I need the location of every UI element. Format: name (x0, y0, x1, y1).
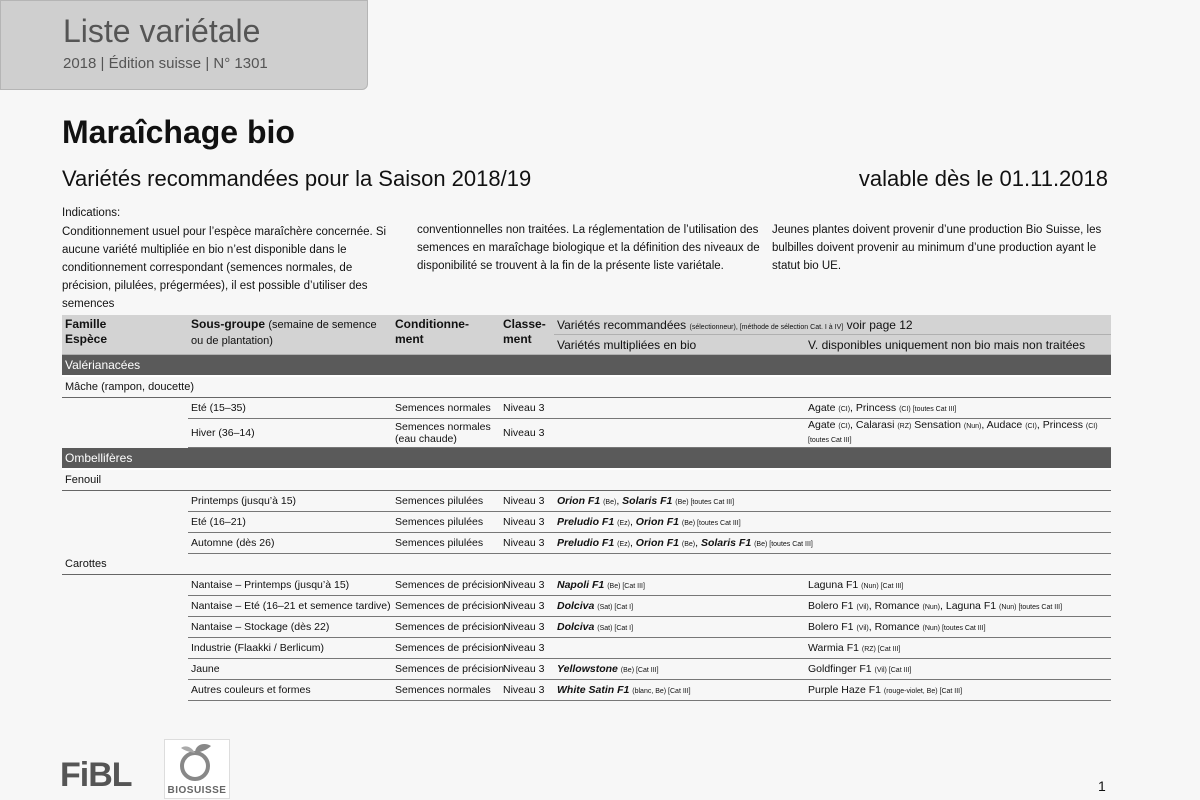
variety-name: Dolciva (557, 621, 595, 633)
variety (808, 642, 900, 654)
variety-name: Princess (855, 402, 897, 414)
variety-tag: (Ez) (617, 541, 630, 548)
variety-tag: (Nun) [Cat III] (861, 583, 904, 590)
indent-cell (62, 617, 188, 638)
variety-tag: (RZ) [Cat III] (861, 646, 901, 653)
page-title: Maraîchage bio (62, 114, 295, 150)
non-bio-varieties-cell (805, 617, 1111, 638)
variety-tag: (CI) (1025, 423, 1037, 430)
non-bio-varieties-cell (805, 680, 1111, 701)
classement-cell: Niveau 3 (500, 659, 554, 680)
conditionnement-cell: Semences de précision (392, 659, 500, 680)
varieties-table (62, 315, 1111, 701)
variety-tag: (RZ) (897, 423, 912, 430)
variety-sep: , (629, 516, 636, 528)
sous-groupe-cell: Printemps (jusqu’à 15) (188, 491, 392, 512)
variety-sep: , (850, 419, 856, 431)
conditionnement-cell: Semences de précision (392, 617, 500, 638)
variety-name: Solaris F1 (700, 537, 752, 549)
variety-name: Sensation (914, 419, 961, 431)
variety-name: Laguna F1 (808, 579, 859, 591)
table-row (62, 575, 1111, 596)
variety-name: Napoli F1 (557, 579, 605, 591)
variety-name: Dolciva (557, 600, 595, 612)
conditionnement-cell: Semences de précision (392, 596, 500, 617)
variety-tag: (Nun) (963, 423, 982, 430)
variety (856, 402, 956, 414)
header-conditionnement: Conditionne-ment (392, 315, 500, 355)
edition-header-box (0, 0, 368, 90)
biosuisse-logo (164, 739, 230, 799)
sous-groupe-cell: Autres couleurs et formes (188, 680, 392, 701)
variety-sep: , (868, 621, 875, 633)
conditionnement-cell: Semences normales (392, 398, 500, 419)
bio-varieties-cell (554, 659, 805, 680)
variety (808, 402, 856, 414)
table-header-row-1 (62, 315, 1111, 335)
variety-tag: (Vil) (856, 604, 869, 611)
variety (636, 516, 741, 528)
variety-sep: , (868, 600, 875, 612)
variety (946, 600, 1062, 612)
indent-cell (62, 512, 188, 533)
species-row (62, 376, 1111, 398)
classement-cell: Niveau 3 (500, 419, 554, 448)
variety (914, 419, 986, 431)
variety-tag: (CI) [toutes Cat III] (808, 423, 1098, 444)
variety-name: Warmia F1 (808, 642, 859, 654)
variety (856, 419, 914, 431)
non-bio-varieties-cell (805, 533, 1111, 554)
sous-groupe-cell: Eté (16–21) (188, 512, 392, 533)
variety-name: Preludio F1 (557, 537, 615, 549)
variety-name: Romance (874, 621, 920, 633)
non-bio-varieties-cell (805, 596, 1111, 617)
family-row (62, 355, 1111, 377)
table-row (62, 398, 1111, 419)
header-sous-groupe-note: (semaine de semence ou de plantation) (191, 319, 377, 347)
variety-name: Orion F1 (557, 495, 601, 507)
variety-tag: (CI) (838, 423, 851, 430)
variety (557, 579, 645, 591)
variety (557, 537, 636, 549)
variety-name: Orion F1 (635, 516, 679, 528)
indications-col-1: Conditionnement usuel pour l’espèce maraîchère concernée. Si aucune variété multipliée en bio n’est disponible dans le conditionnement correspondant (semences normales, de précision, pilulées, prégermées), il est possible d’utiliser des semences (62, 226, 387, 310)
variety-name: Goldfinger F1 (808, 663, 872, 675)
variety-name: Agate (808, 419, 836, 431)
indent-cell (62, 491, 188, 512)
variety-tag: (CI) [toutes Cat III] (899, 406, 957, 413)
variety-tag: (Vil) [Cat III] (874, 667, 912, 674)
species-name: Fenouil (62, 469, 1111, 491)
variety (808, 579, 903, 591)
species-row (62, 554, 1111, 575)
header-espece: Espèce (65, 332, 108, 346)
table-row (62, 617, 1111, 638)
non-bio-varieties-cell (805, 575, 1111, 596)
sous-groupe-cell: Jaune (188, 659, 392, 680)
classement-cell: Niveau 3 (500, 398, 554, 419)
bio-varieties-cell (554, 512, 805, 533)
indent-cell (62, 419, 188, 448)
classement-cell: Niveau 3 (500, 680, 554, 701)
variety-tag: (Sat) [Cat I] (597, 604, 634, 611)
table-row (62, 419, 1111, 448)
variety-tag: (Ez) (617, 520, 630, 527)
variety-tag: (Be) (681, 541, 696, 548)
species-name: Mâche (rampon, doucette) (62, 376, 1111, 398)
variety-sep: , (850, 402, 856, 414)
bio-varieties-cell (554, 398, 805, 419)
page-number: 1 (1098, 778, 1106, 794)
sous-groupe-cell: Eté (15–35) (188, 398, 392, 419)
variety-name: Bolero F1 (808, 600, 854, 612)
non-bio-varieties-cell (805, 491, 1111, 512)
table-row (62, 491, 1111, 512)
variety-tag: (rouge-violet, Be) [Cat III] (883, 688, 963, 695)
variety (987, 419, 1043, 431)
variety-name: Princess (1042, 419, 1083, 431)
variety-tag: (Be) [Cat III] (620, 667, 659, 674)
non-bio-varieties-cell (805, 659, 1111, 680)
bio-varieties-cell (554, 491, 805, 512)
variety-tag: (Nun) [toutes Cat III] (999, 604, 1063, 611)
table-body (62, 355, 1111, 701)
indent-cell (62, 659, 188, 680)
conditionnement-cell: Semences normales (eau chaude) (392, 419, 500, 448)
variety-name: Solaris F1 (622, 495, 673, 507)
header-sous-groupe (188, 315, 392, 355)
variety-tag: (Nun) (922, 604, 941, 611)
indent-cell (62, 398, 188, 419)
classement-cell: Niveau 3 (500, 575, 554, 596)
variety (557, 516, 636, 528)
variety (701, 537, 813, 549)
variety-name: Orion F1 (635, 537, 679, 549)
variety-name: Romance (874, 600, 920, 612)
variety-tag: (Be) [Cat III] (607, 583, 645, 590)
variety-tag: (Be) [toutes Cat III] (675, 499, 735, 506)
variety-sep: , (629, 537, 636, 549)
header-varietes-rec-label: Variétés recommandées (557, 317, 687, 332)
species-name: Carottes (62, 554, 1111, 575)
sous-groupe-cell: Nantaise – Stockage (dès 22) (188, 617, 392, 638)
table-row (62, 596, 1111, 617)
variety (557, 495, 622, 507)
sous-groupe-cell: Industrie (Flaakki / Berlicum) (188, 638, 392, 659)
family-name: Valérianacées (62, 355, 1111, 377)
classement-cell: Niveau 3 (500, 596, 554, 617)
table-row (62, 533, 1111, 554)
indications-col-2: conventionnelles non traitées. La réglementation de l’utilisation des semences en maraîchage biologique et la définition des niveaux de disponibilité se trouvent à la fin de la présente liste variétale. (417, 224, 760, 272)
variety (808, 621, 875, 633)
table-row (62, 659, 1111, 680)
family-name: Ombellifères (62, 448, 1111, 470)
header-varietes-rec-page: voir page 12 (846, 317, 913, 332)
variety (875, 600, 946, 612)
biosuisse-bud-icon (165, 740, 229, 784)
header-classement: Classe-ment (500, 315, 554, 355)
variety-sep: , (1036, 419, 1043, 431)
variety-tag: (Be) [toutes Cat III] (754, 541, 813, 548)
classement-cell: Niveau 3 (500, 617, 554, 638)
header-sous-groupe-label: Sous-groupe (191, 317, 265, 331)
variety-tag: (Be) (603, 499, 617, 506)
variety-tag: (Be) [toutes Cat III] (681, 520, 741, 527)
variety-tag: (CI) (838, 406, 851, 413)
non-bio-varieties-cell (805, 398, 1111, 419)
non-bio-varieties-cell (805, 512, 1111, 533)
sous-groupe-cell: Nantaise – Printemps (jusqu’à 15) (188, 575, 392, 596)
bio-varieties-cell (554, 533, 813, 554)
variety (557, 684, 691, 696)
fibl-logo: FiBL (60, 756, 132, 794)
biosuisse-logo-text: BIOSUISSE (167, 785, 227, 796)
indications-label: Indications: (62, 207, 121, 219)
variety-name: Audace (986, 419, 1023, 431)
variety (875, 621, 986, 633)
header-famille-espece (62, 315, 188, 355)
bio-varieties-cell (554, 680, 805, 701)
bio-varieties-cell (554, 596, 805, 617)
bio-varieties-cell (554, 419, 805, 448)
conditionnement-cell: Semences pilulées (392, 491, 500, 512)
edition-subtitle: 2018 | Édition suisse | N° 1301 (63, 55, 268, 72)
variety-sep: , (695, 537, 701, 549)
family-row (62, 448, 1111, 470)
page-subtitle: Variétés recommandées pour la Saison 2018/19 (62, 166, 532, 191)
variety-name: Calarasi (855, 419, 895, 431)
bio-varieties-cell (554, 575, 805, 596)
validity-date: valable dès le 01.11.2018 (858, 166, 1108, 191)
indent-cell (62, 638, 188, 659)
indent-cell (62, 533, 188, 554)
sous-groupe-cell: Nantaise – Eté (16–21 et semence tardive) (188, 596, 392, 617)
header-varietes-rec-method: (sélectionneur), [méthode de sélection Cat. I à IV] (689, 323, 844, 331)
conditionnement-cell: Semences pilulées (392, 512, 500, 533)
header-non-bio: V. disponibles uniquement non bio mais non traitées (805, 335, 1111, 355)
conditionnement-cell: Semences pilulées (392, 533, 500, 554)
variety-name: Laguna F1 (945, 600, 997, 612)
variety (808, 419, 856, 431)
bio-varieties-cell (554, 617, 805, 638)
edition-title: Liste variétale (63, 13, 261, 49)
variety (808, 684, 962, 696)
header-multipliees-bio: Variétés multipliées en bio (554, 335, 805, 355)
species-row (62, 469, 1111, 491)
variety-name: Agate (808, 402, 836, 414)
conditionnement-cell: Semences normales (392, 680, 500, 701)
indent-cell (62, 680, 188, 701)
bio-varieties-cell (554, 638, 805, 659)
table-row (62, 680, 1111, 701)
variety (622, 495, 734, 507)
variety-name: Bolero F1 (808, 621, 854, 633)
variety (557, 663, 659, 675)
indent-cell (62, 575, 188, 596)
variety-tag: (Nun) [toutes Cat III] (922, 625, 986, 632)
variety (557, 621, 633, 633)
variety-tag: (Sat) [Cat I] (597, 625, 634, 632)
variety (636, 537, 701, 549)
sous-groupe-cell: Hiver (36–14) (188, 419, 392, 448)
indications-col-3: Jeunes plantes doivent provenir d’une production Bio Suisse, les bulbilles doivent provenir au minimum d’une production ayant le statut bio UE. (772, 224, 1102, 272)
variety-sep: , (981, 419, 987, 431)
variety-name: Purple Haze F1 (808, 684, 881, 696)
classement-cell: Niveau 3 (500, 491, 554, 512)
sous-groupe-cell: Automne (dès 26) (188, 533, 392, 554)
variety (557, 600, 633, 612)
variety-sep: , (940, 600, 946, 612)
classement-cell: Niveau 3 (500, 512, 554, 533)
table-row (62, 638, 1111, 659)
indent-cell (62, 596, 188, 617)
header-famille: Famille (65, 317, 107, 331)
conditionnement-cell: Semences de précision (392, 638, 500, 659)
table-row (62, 512, 1111, 533)
variety-sep: , (616, 495, 623, 507)
non-bio-varieties-cell (805, 638, 1111, 659)
header-varietes-recommandees (554, 315, 1111, 335)
variety (808, 600, 875, 612)
non-bio-varieties-cell (805, 419, 1111, 448)
variety-tag: (Vil) (856, 625, 869, 632)
variety (808, 663, 911, 675)
conditionnement-cell: Semences de précision (392, 575, 500, 596)
variety-name: White Satin F1 (557, 684, 630, 696)
variety-name: Preludio F1 (557, 516, 615, 528)
variety-tag: (blanc, Be) [Cat III] (632, 688, 691, 695)
classement-cell: Niveau 3 (500, 533, 554, 554)
variety-name: Yellowstone (557, 663, 618, 675)
classement-cell: Niveau 3 (500, 638, 554, 659)
